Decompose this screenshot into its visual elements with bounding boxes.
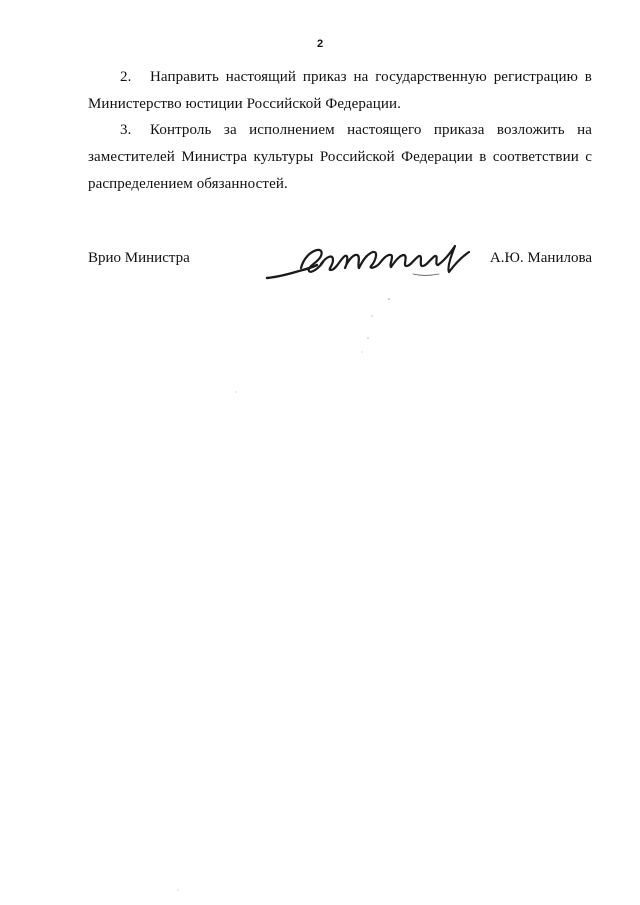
- signatory-position: Врио Министра: [88, 250, 190, 266]
- paragraph-text: Контроль за исполнением настоящего приказа возложить на заместителей Министра культуры Российской Федерации в соответствии с распределением обязанностей.: [88, 122, 592, 192]
- signature-block: [88, 238, 592, 288]
- paragraph-text: Направить настоящий приказ на государственную регистрацию в Министерство юстиции Российской Федерации.: [88, 69, 592, 112]
- paragraph-3: [88, 117, 592, 198]
- page-number: 2: [316, 38, 324, 50]
- paragraph-number: 2.: [120, 69, 132, 85]
- signatory-name: А.Ю. Манилова: [489, 250, 592, 266]
- paragraph-number: 3.: [120, 122, 132, 138]
- handwritten-signature-icon: [263, 238, 488, 286]
- paragraph-2: [88, 64, 592, 118]
